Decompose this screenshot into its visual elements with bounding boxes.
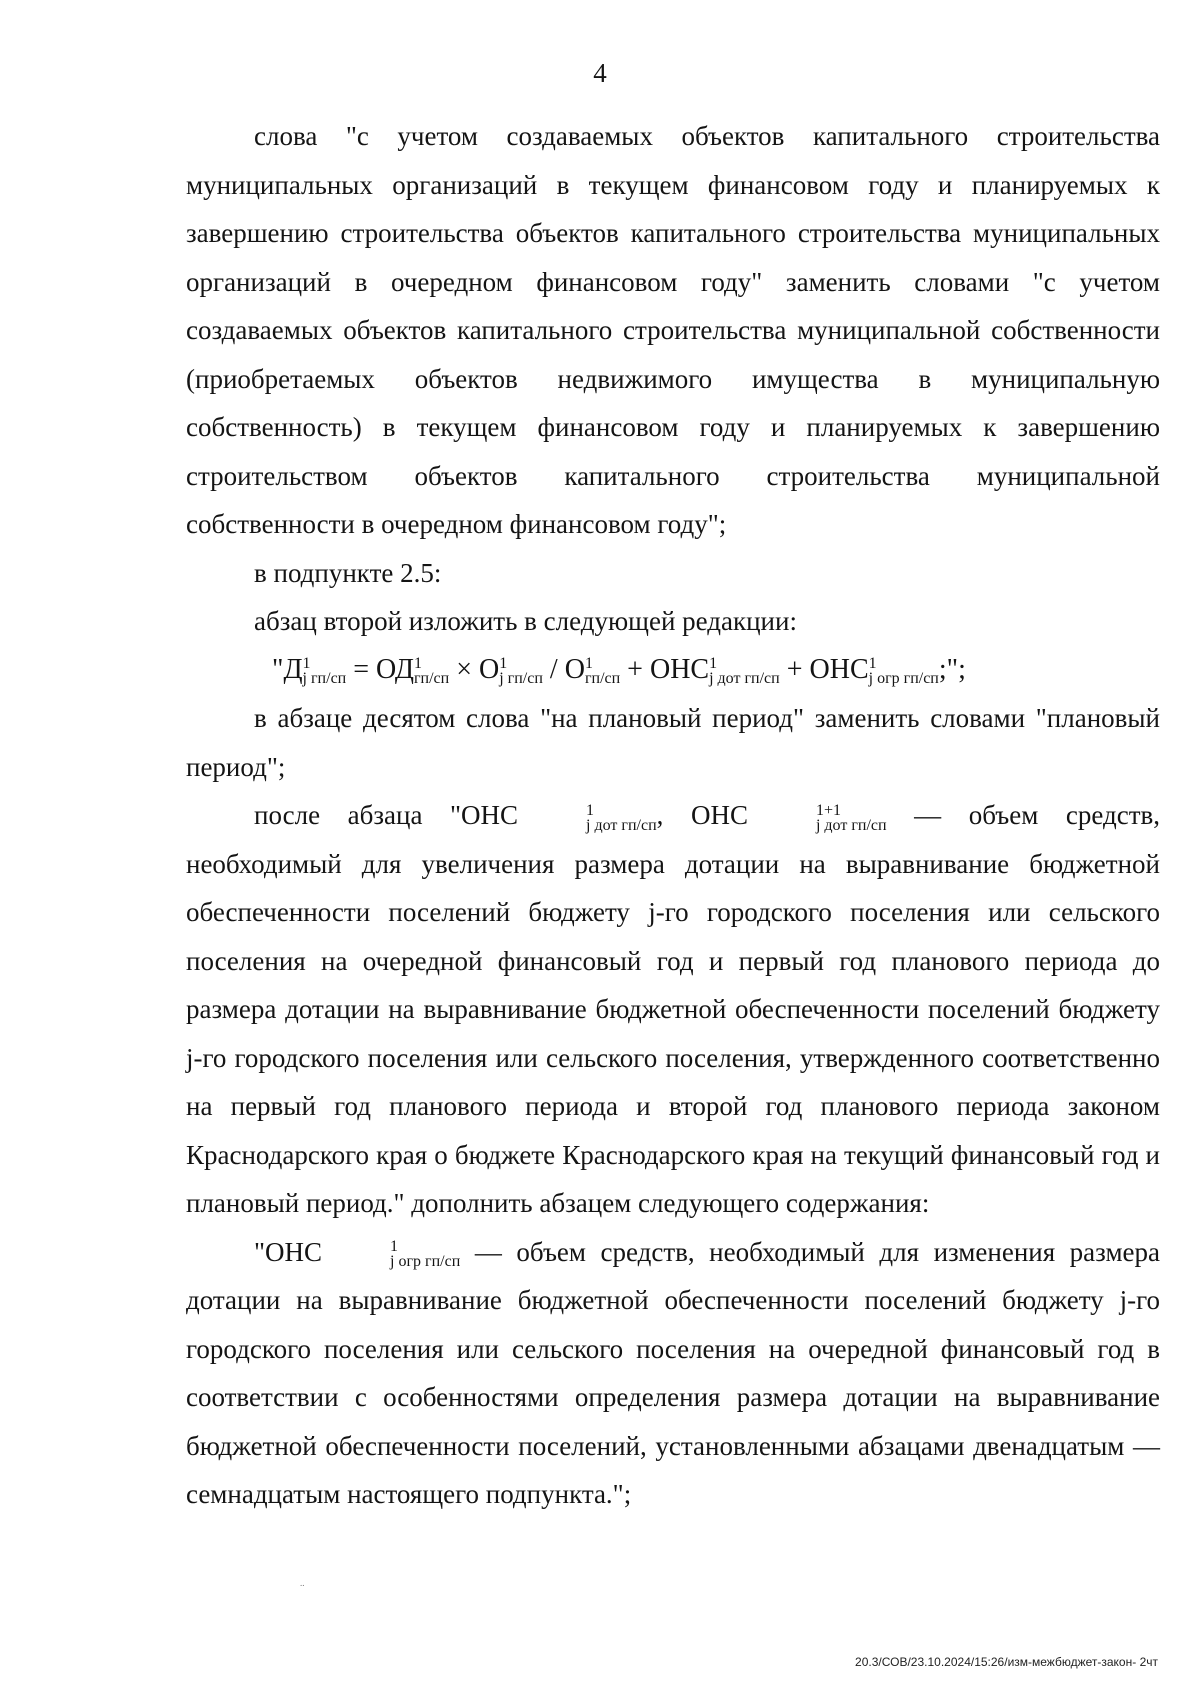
term-ons-dot: ОНС — [461, 800, 519, 830]
document-footer-code: 20.3/СОВ/23.10.2024/15:26/изм-межбюджет-закон- 2чт — [855, 1655, 1158, 1669]
scan-speck: .. — [300, 1578, 305, 1588]
paragraph-second-abzac: абзац второй изложить в следующей редакции: — [254, 606, 797, 636]
formula-O-j: О — [479, 653, 500, 685]
paragraph-after-abzac: после абзаца "ОНС 1 j дот гп/сп , ОНС 1+1 j дот гп/сп — объем средств, необходимый для увеличения размера дотации на выравнивание бюджетной обеспеченности поселений бюджету j-го городского поселения или сельского поселения на очередной финансовый год и первый год планового периода до размера дотации на выравнивание бюджетной обеспеченности поселений бюджету j-го городского поселения или сельского поселения, утвержденного соответственно на первый год планового периода и второй год планового периода законом Краснодарского края о бюджете Краснодарского края на текущий финансовый год и плановый период." дополнить абзацем следующего содержания: — [186, 800, 1160, 1218]
paragraph-replacement-1: слова "с учетом создаваемых объектов капитального строительства муниципальных организаций в текущем финансовом году и планируемых к завершению строительства объектов капитального строительства муниципальных организаций в очередном финансовом году" заменить словами "с учетом создаваемых объектов капитального строительства муниципальной собственности (приобретаемых объектов недвижимого имущества в муниципальную собственность) в текущем финансовом году и планируемых к завершению строительством объектов капитального строительства муниципальной собственности в очередном финансовом году"; — [186, 121, 1160, 539]
document-body — [186, 112, 1160, 1519]
formula-ONS-ogr: ОНС — [809, 653, 869, 685]
paragraph-tenth-abzac: в абзаце десятом слова "на плановый период" заменить словами "плановый период"; — [186, 703, 1160, 782]
term-ons-dot-next: ОНС — [690, 800, 748, 830]
paragraph-subpoint-2-5: в подпункте 2.5: — [254, 557, 442, 588]
formula-OD: ОД — [376, 653, 414, 685]
formula-D: Д — [283, 653, 303, 685]
term-ons-ogr: ОНС — [265, 1236, 323, 1267]
formula-dotation: "Д 1 j гп/сп = ОД 1 гп/сп × О 1 j гп/сп / О 1 гп/сп + ОНС 1 j дот гп/сп + ОНС 1 j огр гп/сп ;"; — [272, 653, 966, 688]
paragraph-new-abzac: "ОНС 1 j огр гп/сп — объем средств, необходимый для изменения размера дотации на выравнивание бюджетной обеспеченности поселений бюджету j-го городского поселения или сельского поселения на очередной финансовый год в соответствии с особенностями определения размера дотации на выравнивание бюджетной обеспеченности поселений, установленными абзацами двенадцатым — семнадцатым настоящего подпункта."; — [186, 1236, 1160, 1509]
formula-ONS-dot: ОНС — [649, 653, 710, 685]
formula-O-total: О — [564, 653, 585, 685]
page-number: 4 — [593, 58, 607, 88]
